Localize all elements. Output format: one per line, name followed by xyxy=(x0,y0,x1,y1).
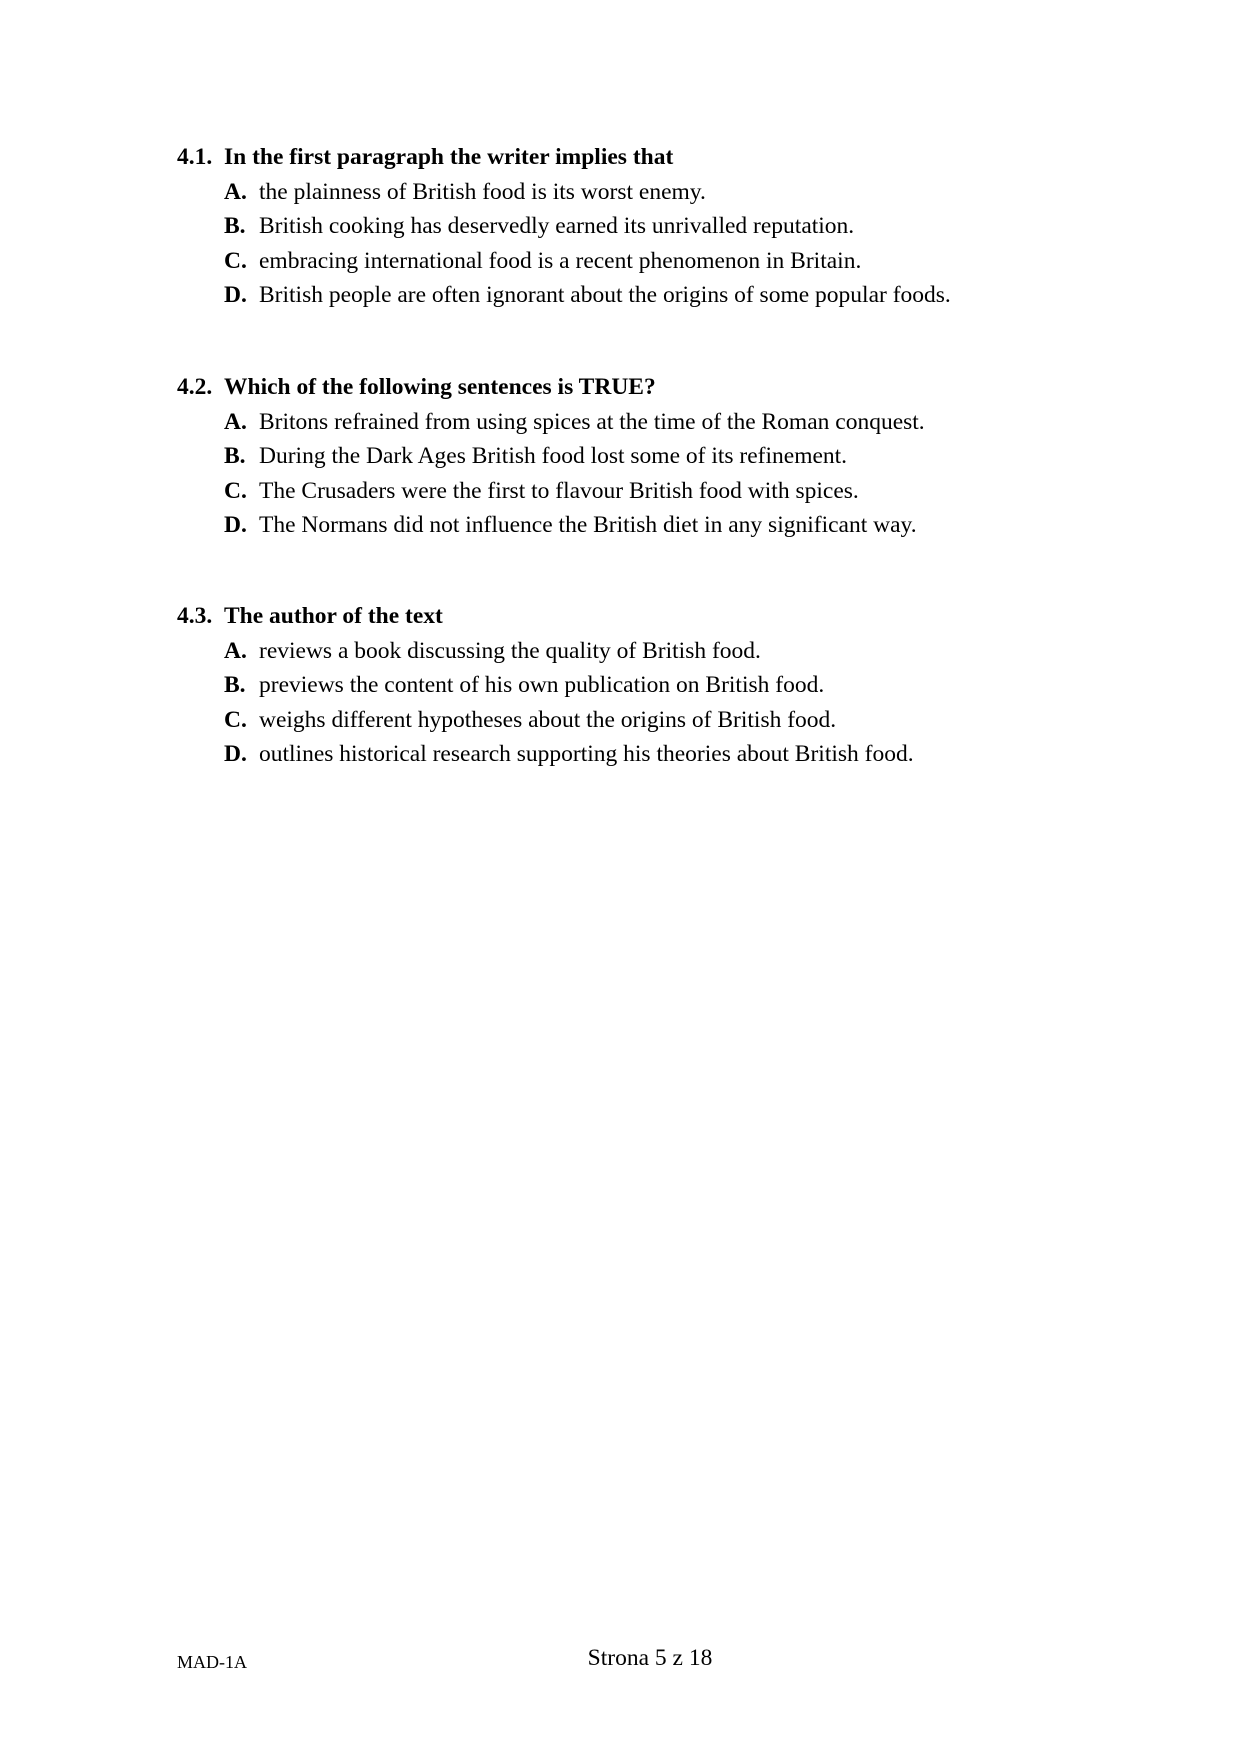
question-prompt: In the first paragraph the writer implies that xyxy=(224,144,674,170)
option-letter: B. xyxy=(224,672,246,699)
answer-option-d xyxy=(177,741,1177,775)
question-heading xyxy=(177,374,1177,409)
page-number: Strona 5 z 18 xyxy=(587,1645,713,1671)
answer-option-c xyxy=(177,707,1177,741)
option-text: The Crusaders were the first to flavour British food with spices. xyxy=(259,477,859,504)
question-heading xyxy=(177,603,1177,638)
option-letter: A. xyxy=(224,638,247,664)
question-number: 4.2. xyxy=(177,374,213,400)
option-text: reviews a book discussing the quality of British food. xyxy=(259,638,761,664)
answer-option-a xyxy=(177,638,1177,672)
option-letter: A. xyxy=(224,409,247,435)
answer-option-b xyxy=(177,443,1177,477)
answer-option-b xyxy=(177,672,1177,706)
question-4-1 xyxy=(177,144,1177,316)
option-letter: A. xyxy=(224,179,247,205)
option-letter: C. xyxy=(224,706,247,733)
exam-code: MAD-1A xyxy=(177,1652,247,1672)
question-number: 4.3. xyxy=(177,603,213,629)
question-heading xyxy=(177,144,1177,179)
option-text: the plainness of British food is its worst enemy. xyxy=(259,179,706,205)
question-number: 4.1. xyxy=(177,144,213,170)
option-letter: B. xyxy=(224,443,246,470)
option-text: previews the content of his own publication on British food. xyxy=(259,672,825,699)
option-text: During the Dark Ages British food lost some of its refinement. xyxy=(259,443,848,470)
option-text: British people are often ignorant about the origins of some popular foods. xyxy=(259,281,951,308)
answer-option-c xyxy=(177,478,1177,512)
question-4-2 xyxy=(177,374,1177,546)
question-prompt: Which of the following sentences is TRUE? xyxy=(224,374,656,400)
answer-option-c xyxy=(177,248,1177,282)
answer-option-a xyxy=(177,409,1177,443)
option-text: embracing international food is a recent phenomenon in Britain. xyxy=(259,247,862,274)
option-text: weighs different hypotheses about the origins of British food. xyxy=(259,706,837,733)
option-letter: D. xyxy=(224,511,247,538)
answer-option-d xyxy=(177,282,1177,316)
answer-options xyxy=(177,409,1177,546)
option-text: outlines historical research supporting his theories about British food. xyxy=(259,740,914,767)
option-text: Britons refrained from using spices at the time of the Roman conquest. xyxy=(259,409,925,435)
option-letter: D. xyxy=(224,740,247,767)
question-prompt: The author of the text xyxy=(224,603,443,629)
answer-option-b xyxy=(177,213,1177,247)
question-4-3 xyxy=(177,603,1177,775)
option-letter: C. xyxy=(224,247,247,274)
answer-options xyxy=(177,638,1177,775)
option-letter: D. xyxy=(224,281,247,308)
answer-option-d xyxy=(177,512,1177,546)
option-letter: C. xyxy=(224,477,247,504)
option-text: The Normans did not influence the British diet in any significant way. xyxy=(259,511,917,538)
answer-option-a xyxy=(177,179,1177,213)
option-letter: B. xyxy=(224,213,246,240)
answer-options xyxy=(177,179,1177,316)
option-text: British cooking has deservedly earned its unrivalled reputation. xyxy=(259,213,855,240)
